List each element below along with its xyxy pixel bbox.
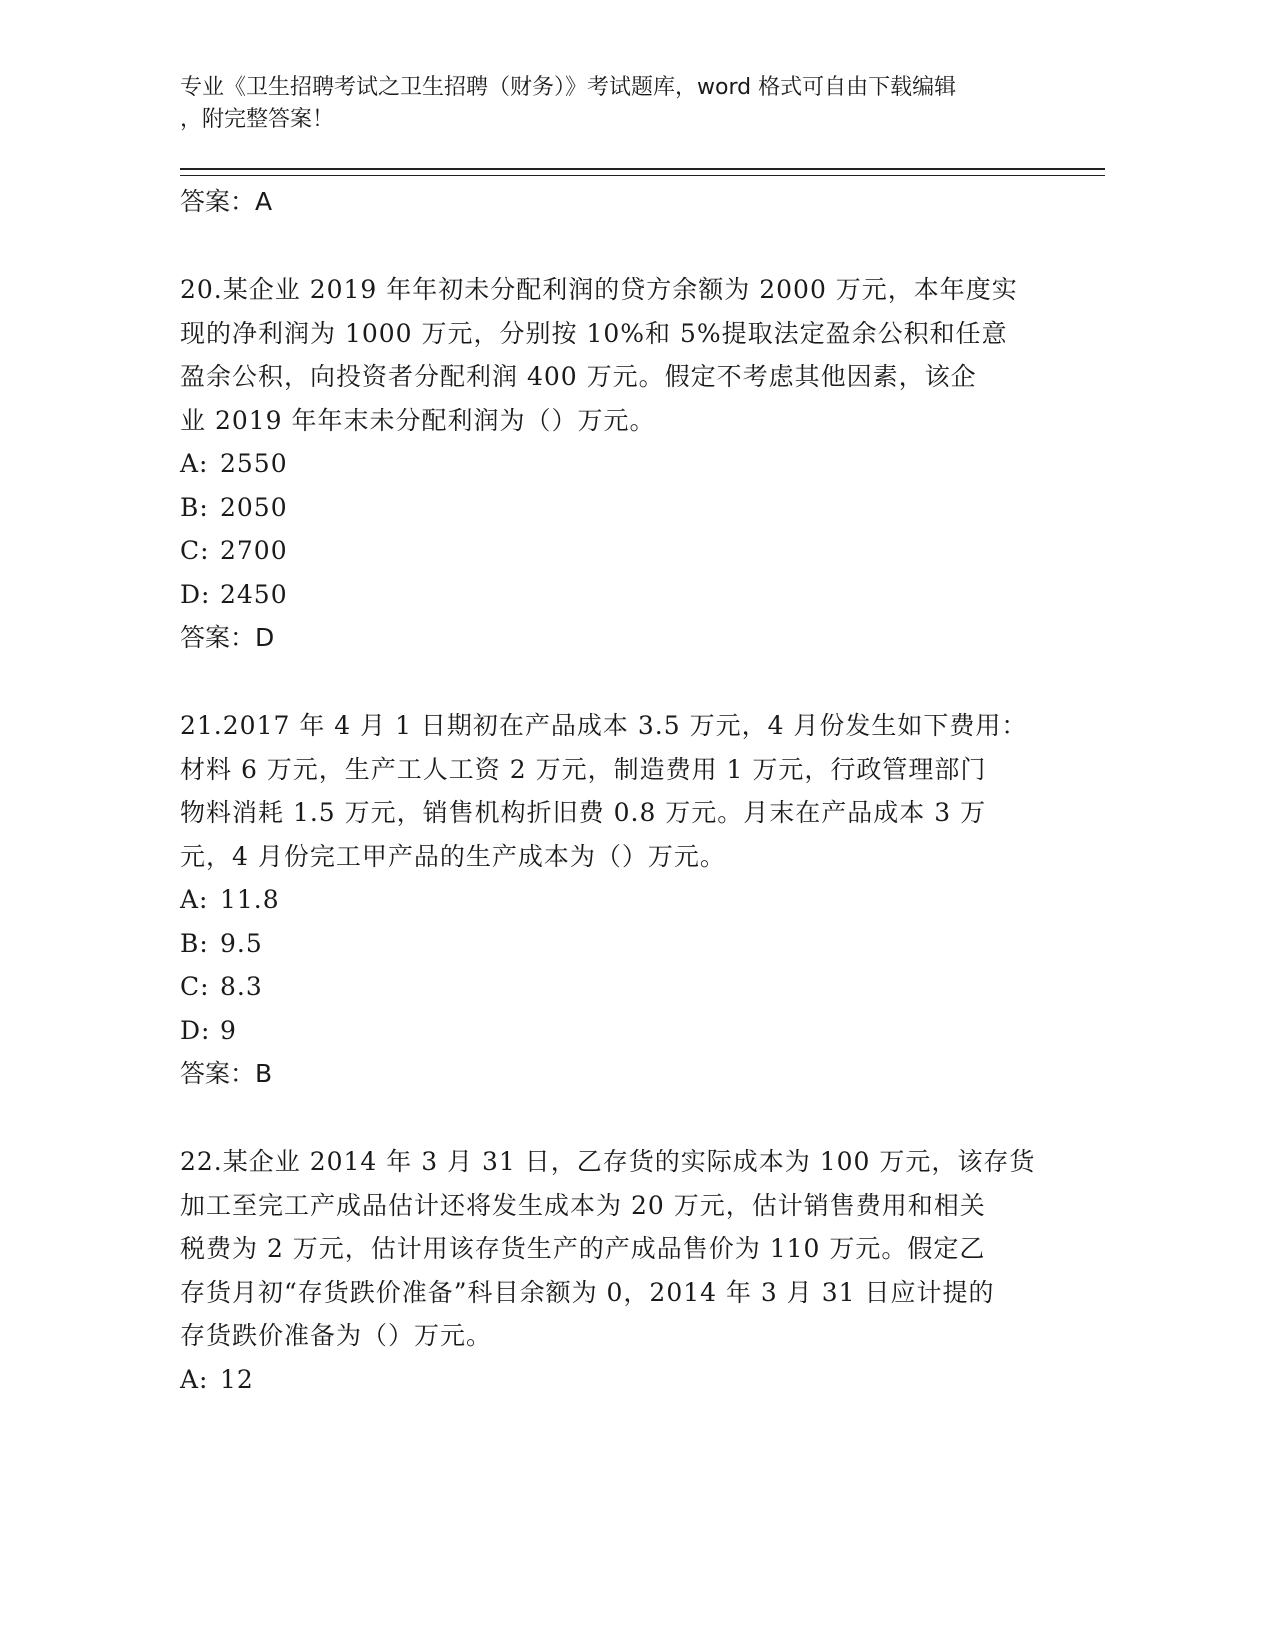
question-stem-line: 21.2017 年 4 月 1 日期初在产品成本 3.5 万元，4 月份发生如下费用： bbox=[180, 711, 1028, 740]
header-rule-thin bbox=[180, 175, 1105, 176]
option-value: 9.5 bbox=[220, 928, 263, 958]
question-stem-line: 存货月初“存货跌价准备”科目余额为 0，2014 年 3 月 31 日应计提的 bbox=[180, 1277, 995, 1307]
option-key: B: bbox=[180, 492, 209, 522]
header-line: ，附完整答案！ bbox=[180, 107, 335, 132]
option-b bbox=[180, 486, 1040, 530]
question-stem-line: 物料消耗 1.5 万元，销售机构折旧费 0.8 万元。月末在产品成本 3 万 bbox=[180, 798, 987, 827]
spacer bbox=[180, 660, 1040, 704]
answer-label: 答案：B bbox=[180, 1059, 273, 1088]
option-key: A: bbox=[180, 885, 209, 914]
option-b bbox=[180, 922, 1040, 966]
question-21 bbox=[180, 704, 1040, 1140]
option-c bbox=[180, 965, 1040, 1009]
option-key: B: bbox=[180, 928, 209, 958]
option-key: A: bbox=[180, 449, 209, 478]
option-c bbox=[180, 529, 1040, 573]
spacer bbox=[180, 1096, 1040, 1140]
spacer bbox=[180, 224, 1040, 268]
header-line: 专业《卫生招聘考试之卫生招聘（财务）》考试题库，word 格式可自由下载编辑 bbox=[180, 75, 957, 100]
question-22 bbox=[180, 1140, 1040, 1401]
question-stem-line: 盈余公积，向投资者分配利润 400 万元。假定不考虑其他因素，该企 bbox=[180, 362, 977, 391]
option-value: 2450 bbox=[220, 579, 288, 609]
question-stem-line: 材料 6 万元，生产工人工资 2 万元，制造费用 1 万元，行政管理部门 bbox=[180, 754, 987, 784]
question-stem-line: 22.某企业 2014 年 3 月 31 日，乙存货的实际成本为 100 万元，该存货 bbox=[180, 1147, 1036, 1176]
option-value: 12 bbox=[220, 1364, 254, 1394]
question-20 bbox=[180, 268, 1040, 704]
option-key: C: bbox=[180, 536, 210, 565]
page-header bbox=[180, 72, 1040, 136]
option-value: 8.3 bbox=[220, 972, 263, 1001]
option-key: A: bbox=[180, 1364, 209, 1394]
option-key: D: bbox=[180, 1015, 211, 1045]
question-content bbox=[180, 180, 1040, 1401]
option-value: 2550 bbox=[220, 449, 288, 478]
answer-label: 答案：A bbox=[180, 187, 273, 216]
option-d bbox=[180, 1009, 1040, 1053]
option-value: 11.8 bbox=[220, 885, 280, 914]
option-a bbox=[180, 442, 1040, 486]
option-value: 9 bbox=[220, 1015, 237, 1045]
option-key: D: bbox=[180, 579, 211, 609]
question-stem-line: 加工至完工产成品估计还将发生成本为 20 万元，估计销售费用和相关 bbox=[180, 1190, 986, 1220]
option-value: 2700 bbox=[220, 536, 288, 565]
question-stem-line: 业 2019 年年末未分配利润为（）万元。 bbox=[180, 405, 656, 435]
option-a bbox=[180, 1358, 1040, 1402]
option-a bbox=[180, 878, 1040, 922]
question-stem-line: 存货跌价准备为（）万元。 bbox=[180, 1321, 493, 1350]
header-rule-thick bbox=[180, 168, 1105, 170]
question-stem-line: 元，4 月份完工甲产品的生产成本为（）万元。 bbox=[180, 841, 726, 871]
question-stem-line: 现的净利润为 1000 万元，分别按 10%和 5%提取法定盈余公积和任意 bbox=[180, 318, 1008, 348]
option-key: C: bbox=[180, 972, 210, 1001]
option-value: 2050 bbox=[220, 492, 288, 522]
answer-label: 答案：D bbox=[180, 623, 275, 652]
question-stem-line: 税费为 2 万元，估计用该存货生产的产成品售价为 110 万元。假定乙 bbox=[180, 1234, 986, 1263]
option-d bbox=[180, 573, 1040, 617]
question-stem-line: 20.某企业 2019 年年初未分配利润的贷方余额为 2000 万元，本年度实 bbox=[180, 275, 1018, 304]
